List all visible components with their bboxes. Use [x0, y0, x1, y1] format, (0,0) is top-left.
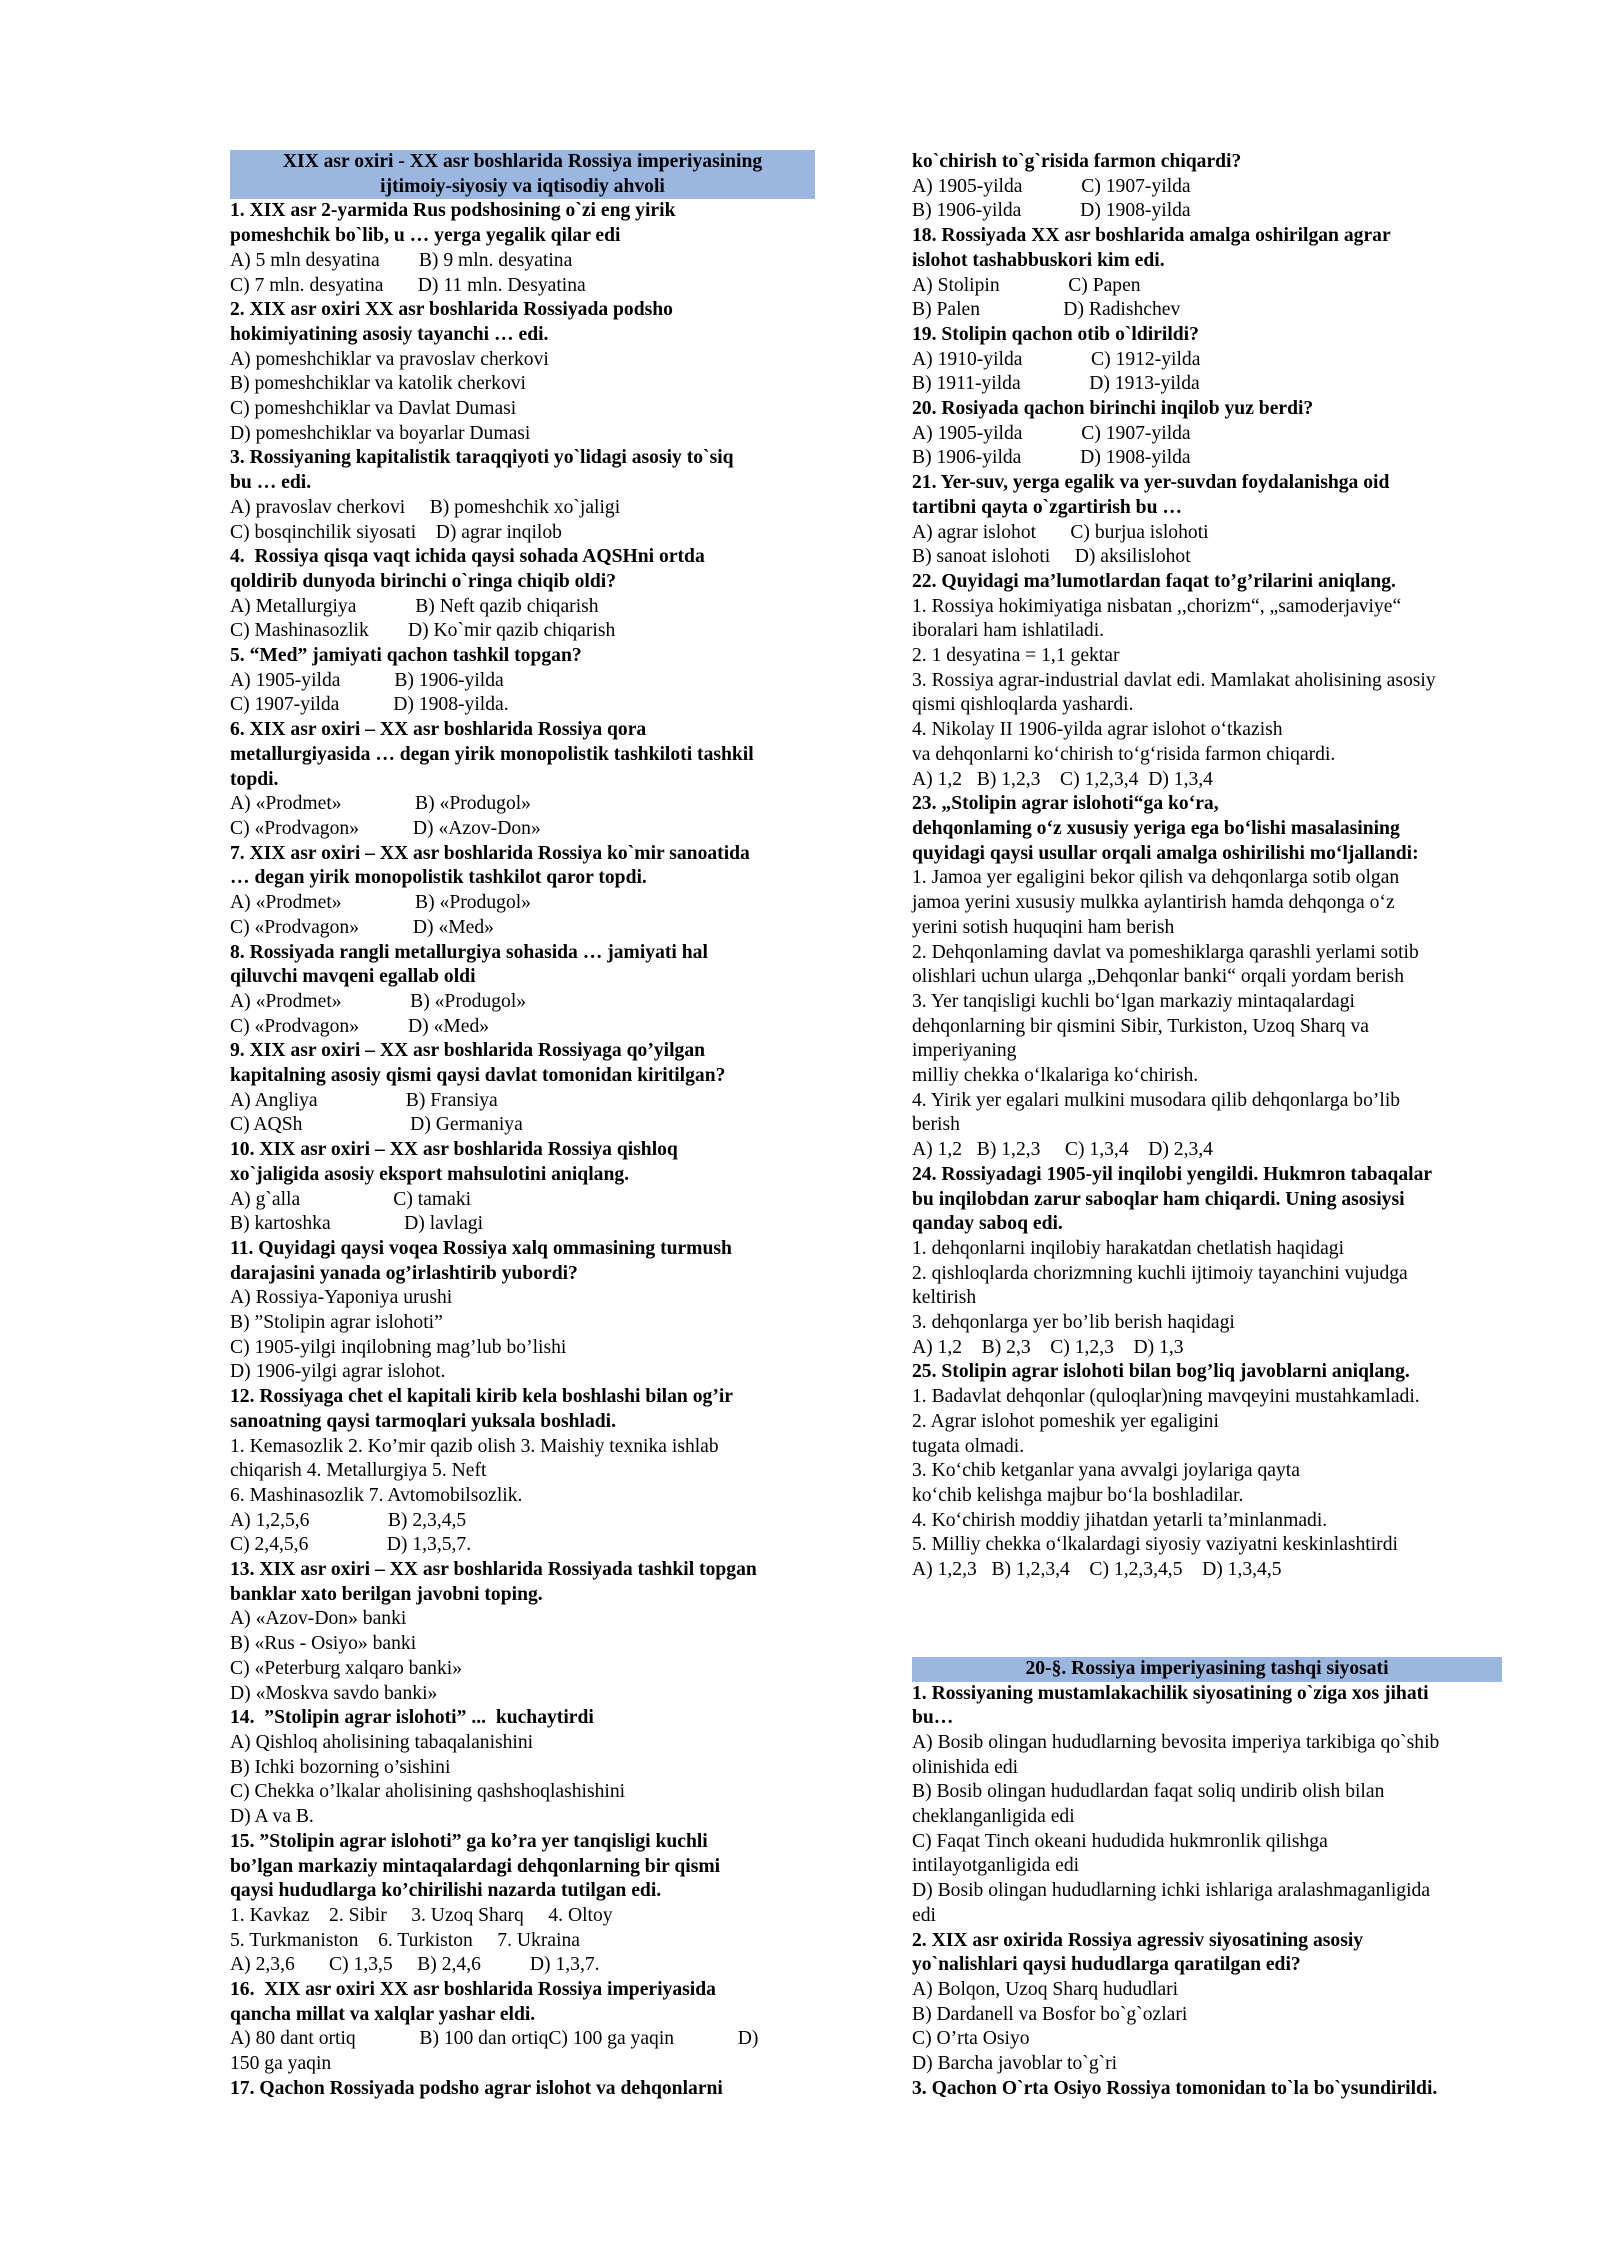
answer-line: A) 2,3,6 C) 1,3,5 B) 2,4,6 D) 1,3,7.: [230, 1954, 600, 1976]
question-text: qancha millat va xalqlar yashar eldi.: [230, 2003, 536, 2025]
answer-line: A) Bosib olingan hududlarning bevosita imperiya tarkibiga qo`shib: [912, 1731, 1440, 1753]
question-text: quyidagi qaysi usullar orqali amalga oshirilishi moʻljallandi:: [912, 842, 1419, 864]
answer-line: C) pomeshchiklar va Davlat Dumasi: [230, 398, 517, 420]
answer-line: 1. Kemasozlik 2. Ko’mir qazib olish 3. Maishiy texnika ishlab: [230, 1435, 719, 1457]
answer-line: C) «Prodvagon» D) «Med»: [230, 1015, 490, 1037]
question-text: qoldirib dunyoda birinchi o`ringa chiqib oldi?: [230, 570, 617, 592]
question-text: 2. XIX asr oxirida Rossiya agressiv siyosatining asosiy: [912, 1929, 1364, 1951]
question-text: 1. XIX asr 2-yarmida Rus podshosining o`zi eng yirik: [230, 200, 676, 222]
question-text: bu inqilobdan zarur saboqlar ham chiqardi. Uning asosiysi: [912, 1188, 1405, 1210]
answer-line: B) Ichki bozorning o’sishini: [230, 1756, 451, 1778]
question-text: 16. XIX asr oxiri XX asr boshlarida Rossiya imperiyasida: [230, 1979, 716, 2001]
answer-line: chiqarish 4. Metallurgiya 5. Neft: [230, 1460, 487, 1482]
answer-line: A) Rossiya-Yaponiya urushi: [230, 1287, 453, 1309]
answer-line: C) 7 mln. desyatina D) 11 mln. Desyatina: [230, 274, 586, 296]
answer-line: C) 2,4,5,6 D) 1,3,5,7.: [230, 1534, 472, 1556]
answer-line: D) Bosib olingan hududlarning ichki ishlariga aralashmaganligida: [912, 1880, 1431, 1902]
answer-line: 1. Rossiya hokimiyatiga nisbatan ,,chorizm“, „samoderjaviye“: [912, 595, 1402, 617]
question-text: 12. Rossiyaga chet el kapitali kirib kela boshlashi bilan og’ir: [230, 1386, 733, 1408]
answer-line: B) Palen D) Radishchev: [912, 299, 1181, 321]
question-text: 25. Stolipin agrar islohoti bilan bog’liq javoblarni aniqlang.: [912, 1361, 1410, 1383]
spacer: [912, 1632, 1502, 1657]
spacer: [912, 1607, 1502, 1632]
question-text: dehqonlaming oʻz xususiy yeriga ega boʻlishi masalasining: [912, 817, 1400, 839]
answer-line: A) «Prodmet» B) «Produgol»: [230, 990, 527, 1012]
answer-line: A) 1,2,3 B) 1,2,3,4 C) 1,2,3,4,5 D) 1,3,4,5: [912, 1559, 1282, 1581]
answer-line: 2. Agrar islohot pomeshik yer egaligini: [912, 1410, 1219, 1432]
answer-line: olishlari uchun ularga „Dehqonlar banki“ orqali yordam berish: [912, 966, 1405, 988]
answer-line: C) bosqinchilik siyosati D) agrar inqilob: [230, 521, 562, 543]
answer-line: tugata olmadi.: [912, 1435, 1025, 1457]
answer-line: 4. Nikolay II 1906-yilda agrar islohot oʻtkazish: [912, 719, 1283, 741]
answer-line: B) 1906-yilda D) 1908-yilda: [912, 447, 1191, 469]
question-text: yo`nalishlari qaysi hududlarga qaratilgan edi?: [912, 1954, 1301, 1976]
answer-line: A) 1905-yilda B) 1906-yilda: [230, 669, 504, 691]
answer-line: 3. dehqonlarga yer bo’lib berish haqidagi: [912, 1312, 1235, 1334]
question-text: 9. XIX asr oxiri – XX asr boshlarida Rossiyaga qo’yilgan: [230, 1040, 706, 1062]
answer-line: 1. Jamoa yer egaligini bekor qilish va dehqonlarga sotib olgan: [912, 867, 1400, 889]
answer-line: imperiyaning: [912, 1040, 1017, 1062]
answer-line: edi: [912, 1904, 936, 1926]
answer-line: va dehqonlarni koʻchirish toʻgʻrisida farmon chiqardi.: [912, 743, 1336, 765]
question-text: 2. XIX asr oxiri XX asr boshlarida Rossiyada podsho: [230, 299, 673, 321]
answer-line: A) 80 dant ortiq B) 100 dan ortiqC) 100 ga yaqin D): [230, 2028, 759, 2050]
question-text: … degan yirik monopolistik tashkilot qaror topdi.: [230, 867, 647, 889]
answer-line: koʻchib kelishga majbur boʻla boshladilar.: [912, 1484, 1244, 1506]
answer-line: 3. Koʻchib ketganlar yana avvalgi joylariga qayta: [912, 1460, 1300, 1482]
answer-line: D) 1906-yilgi agrar islohot.: [230, 1361, 446, 1383]
answer-line: C) AQSh D) Germaniya: [230, 1114, 523, 1136]
answer-line: C) 1907-yilda D) 1908-yilda.: [230, 694, 509, 716]
answer-line: B) Bosib olingan hududlardan faqat soliq undirib olish bilan: [912, 1781, 1385, 1803]
answer-line: B) kartoshka D) lavlagi: [230, 1213, 484, 1235]
answer-line: C) Faqat Tinch okeani hududida hukmronlik qilishga: [912, 1830, 1328, 1852]
section-heading: 20-§. Rossiya imperiyasining tashqi siyosati: [912, 1657, 1502, 1682]
question-text: islohot tashabbuskori kim edi.: [912, 249, 1165, 271]
answer-line: 4. Yirik yer egalari mulkini musodara qilib dehqonlarga bo’lib: [912, 1089, 1401, 1111]
answer-line: A) g`alla C) tamaki: [230, 1188, 472, 1210]
question-text: 8. Rossiyada rangli metallurgiya sohasida … jamiyati hal: [230, 941, 708, 963]
question-text: 7. XIX asr oxiri – XX asr boshlarida Rossiya ko`mir sanoatida: [230, 842, 750, 864]
answer-line: A) agrar islohot C) burjua islohoti: [912, 521, 1209, 543]
answer-line: iboralari ham ishlatiladi.: [912, 620, 1105, 642]
answer-line: 3. Yer tanqisligi kuchli boʻlgan markaziy mintaqalardagi: [912, 990, 1355, 1012]
question-text: 3. Rossiyaning kapitalistik taraqqiyoti yo`lidagi asosiy to`siq: [230, 447, 734, 469]
question-text: 18. Rossiyada XX asr boshlarida amalga oshirilgan agrar: [912, 225, 1391, 247]
answer-line: keltirish: [912, 1287, 977, 1309]
answer-line: A) Qishloq aholisining tabaqalanishini: [230, 1732, 534, 1753]
answer-line: B) 1906-yilda D) 1908-yilda: [912, 200, 1191, 222]
answer-line: A) pomeshchiklar va pravoslav cherkovi: [230, 348, 549, 370]
answer-line: 150 ga yaqin: [230, 2053, 332, 2075]
question-text: bo’lgan markaziy mintaqalardagi dehqonlarning bir qismi: [230, 1855, 721, 1877]
question-text: qiluvchi mavqeni egallab oldi: [230, 966, 476, 988]
answer-line: B) Dardanell va Bosfor bo`g`ozlari: [912, 2003, 1188, 2025]
answer-line: A) Bolqon, Uzoq Sharq hududlari: [912, 1978, 1179, 2000]
answer-line: jamoa yerini xususiy mulkka aylantirish hamda dehqonga oʻz: [912, 892, 1395, 914]
answer-line: 2. 1 desyatina = 1,1 gektar: [912, 645, 1120, 667]
left-column: [230, 150, 815, 2102]
question-text: 20. Rosiyada qachon birinchi inqilob yuz berdi?: [912, 398, 1314, 420]
answer-line: A) Stolipin C) Papen: [912, 274, 1141, 296]
question-text: banklar xato berilgan javobni toping.: [230, 1583, 543, 1605]
answer-line: B) «Rus - Osiyo» banki: [230, 1633, 417, 1655]
question-text: 14. ”Stolipin agrar islohoti” ... kuchaytirdi: [230, 1707, 594, 1729]
question-text: 13. XIX asr oxiri – XX asr boshlarida Rossiyada tashkil topgan: [230, 1559, 757, 1581]
answer-line: D) Barcha javoblar to`g`ri: [912, 2053, 1118, 2075]
answer-line: A) 1905-yilda C) 1907-yilda: [912, 422, 1191, 444]
question-text: topdi.: [230, 768, 279, 790]
answer-line: D) A va B.: [230, 1806, 314, 1828]
answer-line: 2. qishloqlarda chorizmning kuchli ijtimoiy tayanchini vujudga: [912, 1262, 1408, 1284]
question-text: 6. XIX asr oxiri – XX asr boshlarida Rossiya qora: [230, 719, 647, 741]
answer-line: C) «Prodvagon» D) «Azov-Don»: [230, 817, 541, 839]
section-heading: ijtimoiy-siyosiy va iqtisodiy ahvoli: [230, 175, 815, 200]
answer-line: 2. Dehqonlaming davlat va pomeshiklarga qarashli yerlami sotib: [912, 941, 1419, 963]
answer-line: A) «Azov-Don» banki: [230, 1608, 407, 1630]
question-text: bu … edi.: [230, 472, 312, 494]
question-text: xo`jaligida asosiy eksport mahsulotini aniqlang.: [230, 1163, 630, 1185]
question-text: darajasini yanada og’irlashtirib yubordi?: [230, 1262, 578, 1284]
answer-line: 1. Kavkaz 2. Sibir 3. Uzoq Sharq 4. Oltoy: [230, 1904, 613, 1926]
answer-line: yerini sotish huquqini ham berish: [912, 916, 1175, 938]
right-column: [912, 150, 1502, 2102]
question-text: kapitalning asosiy qismi qaysi davlat tomonidan kiritilgan?: [230, 1065, 726, 1087]
answer-line: A) 1910-yilda C) 1912-yilda: [912, 348, 1201, 370]
question-text: sanoatning qaysi tarmoqlari yuksala boshladi.: [230, 1410, 616, 1432]
answer-line: A) 1,2 B) 1,2,3 C) 1,3,4 D) 2,3,4: [912, 1139, 1213, 1161]
answer-line: A) Angliya B) Fransiya: [230, 1089, 498, 1111]
question-text: 19. Stolipin qachon otib o`ldirildi?: [912, 323, 1199, 345]
answer-line: cheklanganligida edi: [912, 1806, 1075, 1828]
question-text: metallurgiyasida … degan yirik monopolistik tashkiloti tashkil: [230, 743, 754, 765]
answer-line: C) «Prodvagon» D) «Med»: [230, 916, 494, 938]
answer-line: milliy chekka oʻlkalariga koʻchirish.: [912, 1065, 1199, 1087]
question-text: qanday saboq edi.: [912, 1213, 1063, 1235]
question-text: hokimiyatining asosiy tayanchi … edi.: [230, 323, 549, 345]
question-text: 5. “Med” jamiyati qachon tashkil topgan?: [230, 645, 582, 667]
answer-line: 4. Koʻchirish moddiy jihatdan yetarli ta’minlanmadi.: [912, 1509, 1328, 1531]
question-text: 21. Yer-suv, yerga egalik va yer-suvdan foydalanishga oid: [912, 472, 1390, 494]
answer-line: D) pomeshchiklar va boyarlar Dumasi: [230, 422, 531, 444]
answer-line: 5. Turkmaniston 6. Turkiston 7. Ukraina: [230, 1929, 581, 1951]
answer-line: A) 1,2 B) 2,3 C) 1,2,3 D) 1,3: [912, 1336, 1184, 1358]
answer-line: 1. Badavlat dehqonlar (quloqlar)ning mavqeyini mustahkamladi.: [912, 1386, 1420, 1408]
answer-line: C) «Peterburg xalqaro banki»: [230, 1657, 462, 1679]
question-text: 22. Quyidagi ma’lumotlardan faqat to’g’rilarini aniqlang.: [912, 570, 1396, 592]
answer-line: 5. Milliy chekka oʻlkalardagi siyosiy vaziyatni keskinlashtirdi: [912, 1534, 1398, 1556]
answer-line: A) «Prodmet» B) «Produgol»: [230, 892, 531, 914]
question-text: 23. „Stolipin agrar islohoti“ga koʻra,: [912, 793, 1219, 815]
question-text: 11. Quyidagi qaysi voqea Rossiya xalq ommasining turmush: [230, 1237, 732, 1259]
answer-line: A) pravoslav cherkovi B) pomeshchik xo`jaligi: [230, 496, 621, 518]
answer-line: A) 5 mln desyatina B) 9 mln. desyatina: [230, 249, 573, 271]
answer-line: C) Mashinasozlik D) Ko`mir qazib chiqarish: [230, 620, 616, 642]
question-text: qaysi hududlarga ko’chirilishi nazarda tutilgan edi.: [230, 1880, 662, 1902]
answer-line: A) 1905-yilda C) 1907-yilda: [912, 175, 1191, 197]
answer-line: A) 1,2 B) 1,2,3 C) 1,2,3,4 D) 1,3,4: [912, 768, 1213, 790]
answer-line: intilayotganligida edi: [912, 1855, 1080, 1877]
answer-line: B) sanoat islohoti D) aksilislohot: [912, 546, 1191, 568]
question-text: 3. Qachon O`rta Osiyo Rossiya tomonidan to`la bo`ysundirildi.: [912, 2077, 1438, 2099]
answer-line: B) ”Stolipin agrar islohoti”: [230, 1312, 443, 1334]
question-text: 4. Rossiya qisqa vaqt ichida qaysi sohada AQSHni ortda: [230, 546, 705, 568]
answer-line: B) 1911-yilda D) 1913-yilda: [912, 373, 1200, 395]
answer-line: A) 1,2,5,6 B) 2,3,4,5: [230, 1509, 467, 1531]
question-text: 17. Qachon Rossiyada podsho agrar islohot va dehqonlarni: [230, 2077, 723, 2099]
answer-line: olinishida edi: [912, 1756, 1019, 1778]
question-text: 15. ”Stolipin agrar islohoti” ga ko’ra yer tanqisligi kuchli: [230, 1830, 708, 1852]
answer-line: A) Metallurgiya B) Neft qazib chiqarish: [230, 595, 599, 617]
question-text: tartibni qayta o`zgartirish bu …: [912, 496, 1182, 518]
answer-line: C) Chekka o’lkalar aholisining qashshoqlashishini: [230, 1781, 626, 1803]
question-text: 10. XIX asr oxiri – XX asr boshlarida Rossiya qishloq: [230, 1139, 678, 1161]
question-text: bu…: [912, 1707, 954, 1729]
answer-line: dehqonlarning bir qismini Sibir, Turkiston, Uzoq Sharq va: [912, 1015, 1369, 1037]
answer-line: berish: [912, 1114, 960, 1136]
question-text: 1. Rossiyaning mustamlakachilik siyosatining o`ziga xos jihati: [912, 1682, 1429, 1704]
answer-line: A) «Prodmet» B) «Produgol»: [230, 793, 531, 815]
section-heading: XIX asr oxiri - XX asr boshlarida Rossiya imperiyasining: [230, 150, 815, 175]
answer-line: C) 1905-yilgi inqilobning mag’lub bo’lishi: [230, 1336, 567, 1358]
answer-line: D) «Moskva savdo banki»: [230, 1682, 438, 1704]
spacer: [912, 1583, 1502, 1608]
answer-line: B) pomeshchiklar va katolik cherkovi: [230, 373, 527, 395]
question-text: pomeshchik bo`lib, u … yerga yegalik qilar edi: [230, 225, 621, 247]
answer-line: 1. dehqonlarni inqilobiy harakatdan chetlatish haqidagi: [912, 1237, 1345, 1259]
question-text: 24. Rossiyadagi 1905-yil inqilobi yengildi. Hukmron tabaqalar: [912, 1163, 1433, 1185]
question-text: ko`chirish to`g`risida farmon chiqardi?: [912, 151, 1242, 172]
answer-line: qismi qishloqlarda yashardi.: [912, 694, 1134, 716]
answer-line: 6. Mashinasozlik 7. Avtomobilsozlik.: [230, 1484, 523, 1506]
answer-line: C) O’rta Osiyo: [912, 2028, 1030, 2050]
answer-line: 3. Rossiya agrar-industrial davlat edi. Mamlakat aholisining asosiy: [912, 669, 1436, 691]
